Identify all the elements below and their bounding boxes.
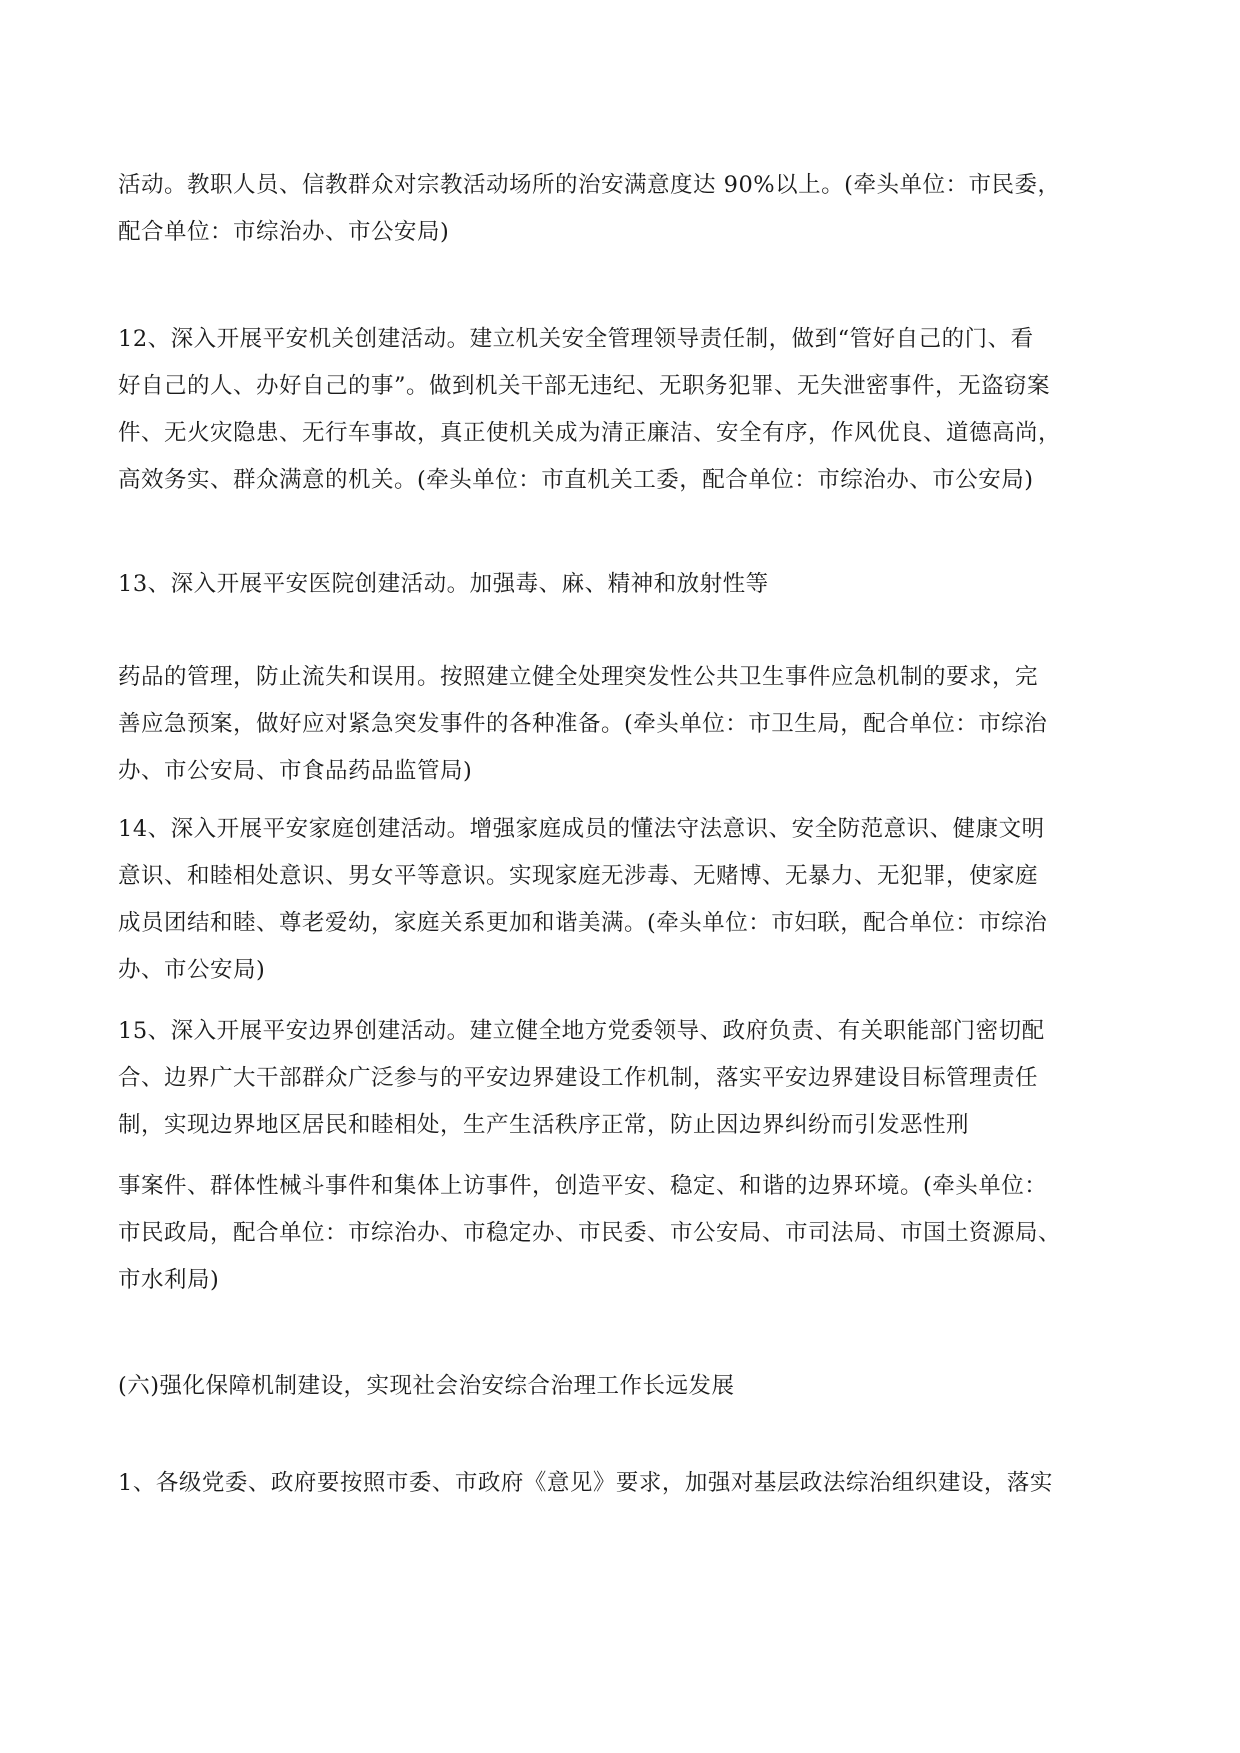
paragraph-religious-venues xyxy=(118,162,1128,256)
text-line: 意识、和睦相处意识、男女平等意识。实现家庭无涉毒、无赌博、无暴力、无犯罪，使家庭 xyxy=(118,863,1039,889)
text-line: 活动。教职人员、信教群众对宗教活动场所的治安满意度达 90%以上。(牵头单位：市民委， xyxy=(118,172,1061,198)
text-line: 配合单位：市综治办、市公安局) xyxy=(118,219,450,245)
paragraph-item-12-safe-agencies xyxy=(118,316,1128,504)
paragraph-item-15-continued xyxy=(118,1163,1128,1304)
text-line: 市水利局) xyxy=(118,1267,220,1293)
section-heading-six xyxy=(118,1363,1128,1410)
text-line: 件、无火灾隐患、无行车事故，真正使机关成为清正廉洁、安全有序，作风优良、道德高尚， xyxy=(118,420,1062,446)
paragraph-item-13-safe-hospitals xyxy=(118,561,1128,608)
text-line: 市民政局，配合单位：市综治办、市稳定办、市民委、市公安局、市司法局、市国土资源局、 xyxy=(118,1220,1062,1246)
text-line: 1、各级党委、政府要按照市委、市政府《意见》要求，加强对基层政法综治组织建设，落实 xyxy=(118,1470,1053,1496)
text-line: 高效务实、群众满意的机关。(牵头单位：市直机关工委，配合单位：市综治办、市公安局) xyxy=(118,467,1034,493)
text-line: 14、深入开展平安家庭创建活动。增强家庭成员的懂法守法意识、安全防范意识、健康文明 xyxy=(118,816,1045,842)
paragraph-item-15-safe-borders xyxy=(118,1008,1128,1149)
text-line: 合、边界广大干部群众广泛参与的平安边界建设工作机制，落实平安边界建设目标管理责任 xyxy=(118,1065,1039,1091)
text-line: 办、市公安局) xyxy=(118,957,266,983)
text-line: (六)强化保障机制建设，实现社会治安综合治理工作长远发展 xyxy=(118,1373,735,1399)
text-line: 办、市公安局、市食品药品监管局) xyxy=(118,758,473,784)
text-line: 药品的管理，防止流失和误用。按照建立健全处理突发性公共卫生事件应急机制的要求，完 xyxy=(118,664,1039,690)
text-line: 15、深入开展平安边界创建活动。建立健全地方党委领导、政府负责、有关职能部门密切配 xyxy=(118,1018,1045,1044)
text-line: 善应急预案，做好应对紧急突发事件的各种准备。(牵头单位：市卫生局，配合单位：市综治 xyxy=(118,711,1048,737)
text-line: 成员团结和睦、尊老爱幼，家庭关系更加和谐美满。(牵头单位：市妇联，配合单位：市综治 xyxy=(118,910,1048,936)
text-line: 制，实现边界地区居民和睦相处，生产生活秩序正常，防止因边界纠纷而引发恶性刑 xyxy=(118,1112,970,1138)
text-line: 12、深入开展平安机关创建活动。建立机关安全管理领导责任制，做到“管好自己的门、看 xyxy=(118,326,1034,352)
paragraph-item-14-safe-families xyxy=(118,806,1128,994)
text-line: 事案件、群体性械斗事件和集体上访事件，创造平安、稳定、和谐的边界环境。(牵头单位： xyxy=(118,1173,1048,1199)
text-line: 好自己的人、办好自己的事”。做到机关干部无违纪、无职务犯罪、无失泄密事件，无盗窃案 xyxy=(118,373,1051,399)
text-line: 13、深入开展平安医院创建活动。加强毒、麻、精神和放射性等 xyxy=(118,571,769,597)
paragraph-item-1-party-committees xyxy=(118,1460,1128,1507)
paragraph-item-13-continued xyxy=(118,654,1128,795)
